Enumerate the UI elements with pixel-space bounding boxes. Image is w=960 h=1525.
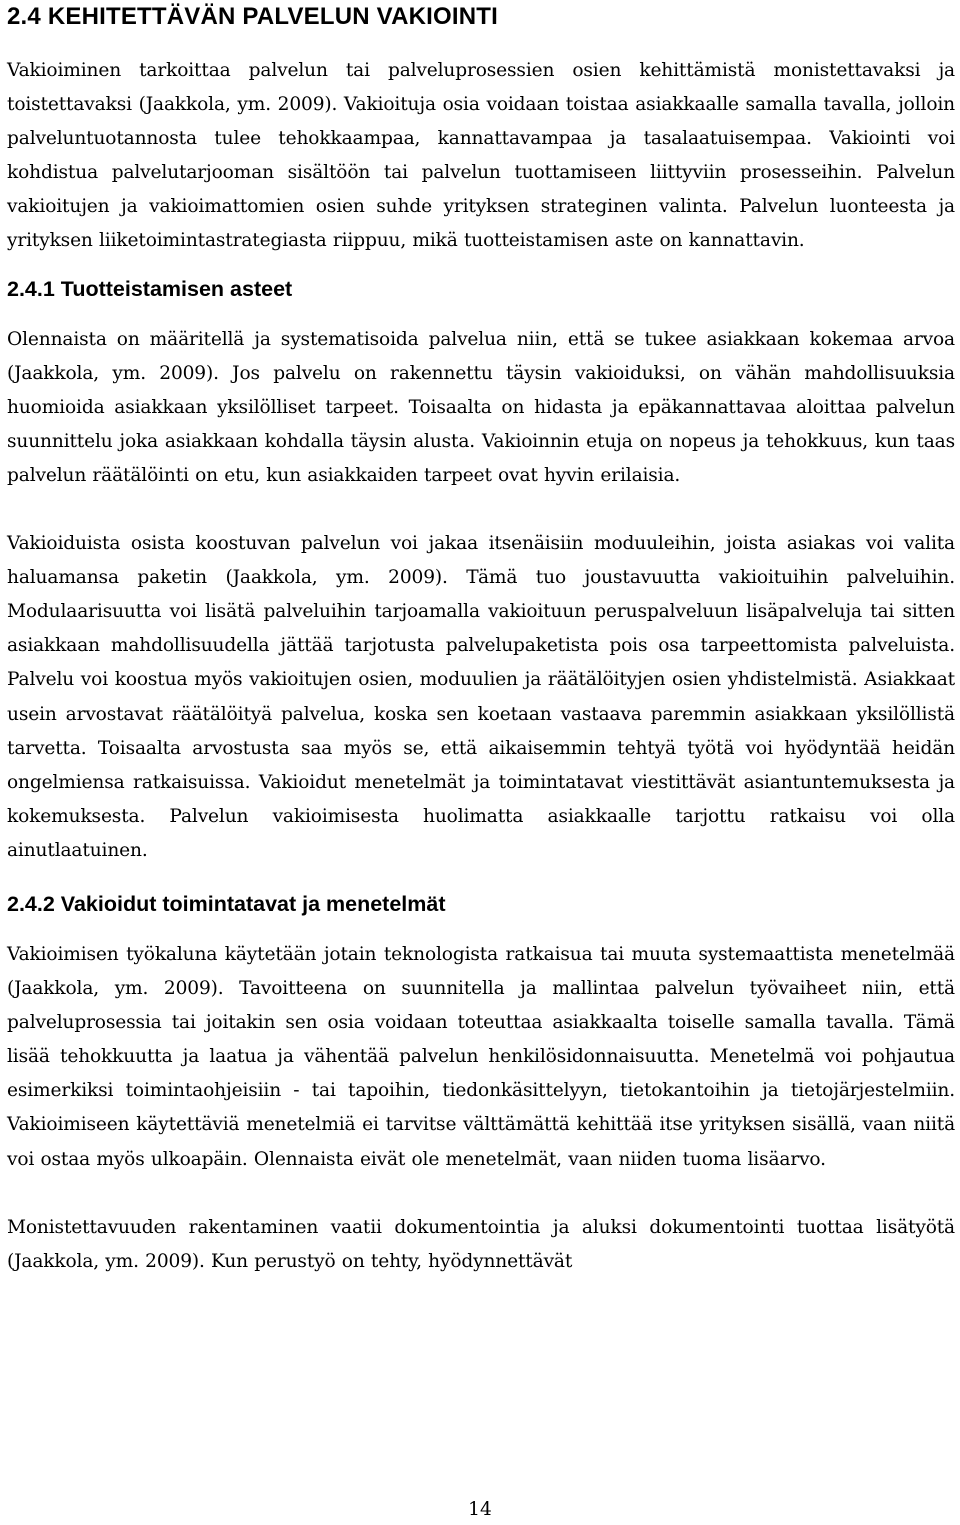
subsection-1-paragraph-1: Olennaista on määritellä ja systematisoida palvelua niin, että se tukee asiakkaan kokemaa arvoa (Jaakkola, ym. 2009). Jos palvelu on rakennettu täysin vakioiduksi, on vähän mahdollisuuksia huomioida asiakkaan yksilölliset tarpeet. Toisaalta on hidasta ja epäkannattavaa aloittaa palvelun suunnittelu joka asiakkaan kohdalla täysin alusta. Vakioinnin etuja on nopeus ja tehokkuus, kun taas palvelun räätälöinti on etu, kun asiakkaiden tarpeet ovat hyvin erilaisia. xyxy=(7,328,955,486)
subsection-1-paragraph-2: Vakioiduista osista koostuvan palvelun voi jakaa itsenäisiin moduuleihin, joista asiakas voi valita haluamansa paketin (Jaakkola, ym. 2009). Tämä tuo joustavuutta vakioituihin palveluihin. Modulaarisuutta voi lisätä palveluihin tarjoamalla vakioituun peruspalveluun lisäpalveluja tai sitten asiakkaan mahdollisuudella jättää tarjotusta palvelupaketista pois osa tarpeettomista palveluista. Palvelu voi koostua myös vakioitujen osien, moduulien ja räätälöityjen osien yhdistelmistä. Asiakkaat usein arvostavat räätälöityä palvelua, koska sen koetaan vastaava paremmin asiakkaan yksilöllistä tarvetta. Toisaalta arvostusta saa myös se, että aikaisemmin tehtyä työtä voi hyödyntää heidän ongelmiensa ratkaisuissa. Vakioidut menetelmät ja toimintatavat viestittävät asiantuntemuksesta ja kokemuksesta. Palvelun vakioimisesta huolimatta asiakkaalle tarjottu ratkaisu voi olla ainutlaatuinen. xyxy=(7,533,955,861)
subsection-heading-vakioidut-toimintatavat: 2.4.2 Vakioidut toimintatavat ja menetelmät xyxy=(7,891,446,916)
section-heading: 2.4 KEHITETTÄVÄN PALVELUN VAKIOINTI xyxy=(7,3,499,30)
section-paragraph-1: Vakioiminen tarkoittaa palvelun tai palveluprosessien osien kehittämistä monistettavaksi ja toistettavaksi (Jaakkola, ym. 2009). Vakioituja osia voidaan toistaa asiakkaalle samalla tavalla, jolloin palveluntuotannosta tulee tehokkaampaa, kannattavampaa ja tasalaatuisempaa. Vakiointi voi kohdistua palvelutarjooman sisältöön tai palvelun tuottamiseen liittyviin prosesseihin. Palvelun vakioitujen ja vakioimattomien osien suhde yrityksen strateginen valinta. Palvelun luonteesta ja yrityksen liiketoimintastrategiasta riippuu, mikä tuotteistamisen aste on kannattavin. xyxy=(7,60,955,252)
subsection-heading-tuotteistamisen-asteet: 2.4.1 Tuotteistamisen asteet xyxy=(7,276,293,301)
subsection-2-paragraph-1: Vakioimisen työkaluna käytetään jotain teknologista ratkaisua tai muuta systemaattista menetelmää (Jaakkola, ym. 2009). Tavoitteena on suunnitella ja mallintaa palvelun työvaiheet niin, että palveluprosessia tai joitakin sen osia voidaan toteuttaa asiakkaalta toiselle samalla tavalla. Tämä lisää tehokkuutta ja laatua ja vähentää palvelun henkilösidonnaisuutta. Menetelmä voi pohjautua esimerkiksi toimintaohjeisiin - tai tapoihin, tiedonkäsittelyyn, tietokantoihin ja tietojärjestelmiin. Vakioimiseen käytettäviä menetelmiä ei tarvitse välttämättä kehittää itse yrityksen sisällä, vaan niitä voi ostaa myös ulkoapäin. Olennaista eivät ole menetelmät, vaan niiden tuoma lisäarvo. xyxy=(7,943,955,1170)
subsection-2-paragraph-2: Monistettavuuden rakentaminen vaatii dokumentointia ja aluksi dokumentointi tuottaa lisätyötä (Jaakkola, ym. 2009). Kun perustyö on tehty, hyödynnettävät xyxy=(7,1216,955,1272)
page-number: 14 xyxy=(468,1499,492,1520)
document-page xyxy=(7,0,955,1279)
